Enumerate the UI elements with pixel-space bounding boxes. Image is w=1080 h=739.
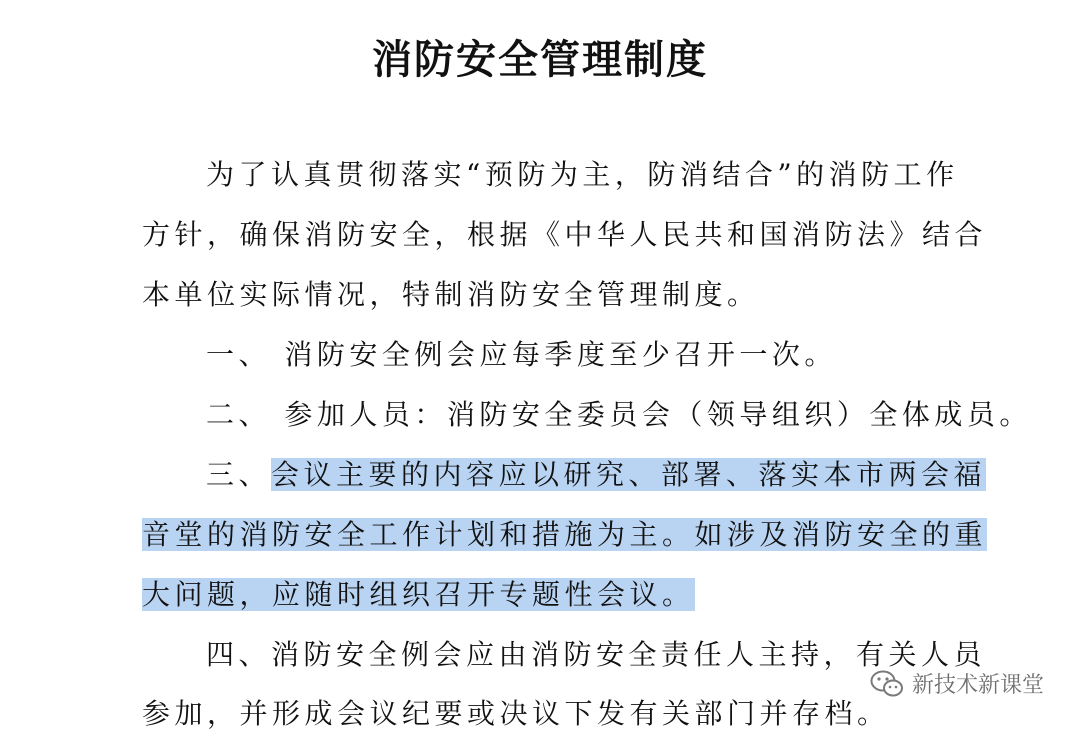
wechat-icon [870,669,904,699]
selected-text[interactable]: 会议主要的内容应以研究、部署、落实本市两会福 [271,458,987,491]
watermark [870,668,1044,699]
item-3-line-1 [206,455,986,495]
watermark-text: 新技术新课堂 [911,673,1044,698]
document-title: 消防安全管理制度 [372,36,708,83]
item-3-line-2 [142,515,987,555]
paragraph-intro-line-1: 为了认真贯彻落实“预防为主，防消结合”的消防工作 [206,158,959,191]
item-4-line-2: 参加，并形成会议纪要或决议下发有关部门并存档。 [142,697,890,730]
paragraph-intro-line-2: 方针，确保消防安全，根据《中华人民共和国消防法》结合 [142,218,988,251]
item-4-line-1: 四、消防安全例会应由消防安全责任人主持，有关人员 [206,638,987,671]
item-3-line-3 [142,575,695,615]
item-2-text: 二、 参加人员：消防安全委员会（领导组织）全体成员。 [206,398,1032,431]
paragraph-intro-line-3: 本单位实际情况，特制消防安全管理制度。 [142,278,760,311]
item-3-prefix: 三、 [206,458,272,491]
selected-text[interactable]: 音堂的消防安全工作计划和措施为主。如涉及消防安全的重 [142,518,988,551]
selected-text[interactable]: 大问题，应随时组织召开专题性会议。 [142,578,695,611]
item-1-text: 一、 消防安全例会应每季度至少召开一次。 [206,338,837,371]
